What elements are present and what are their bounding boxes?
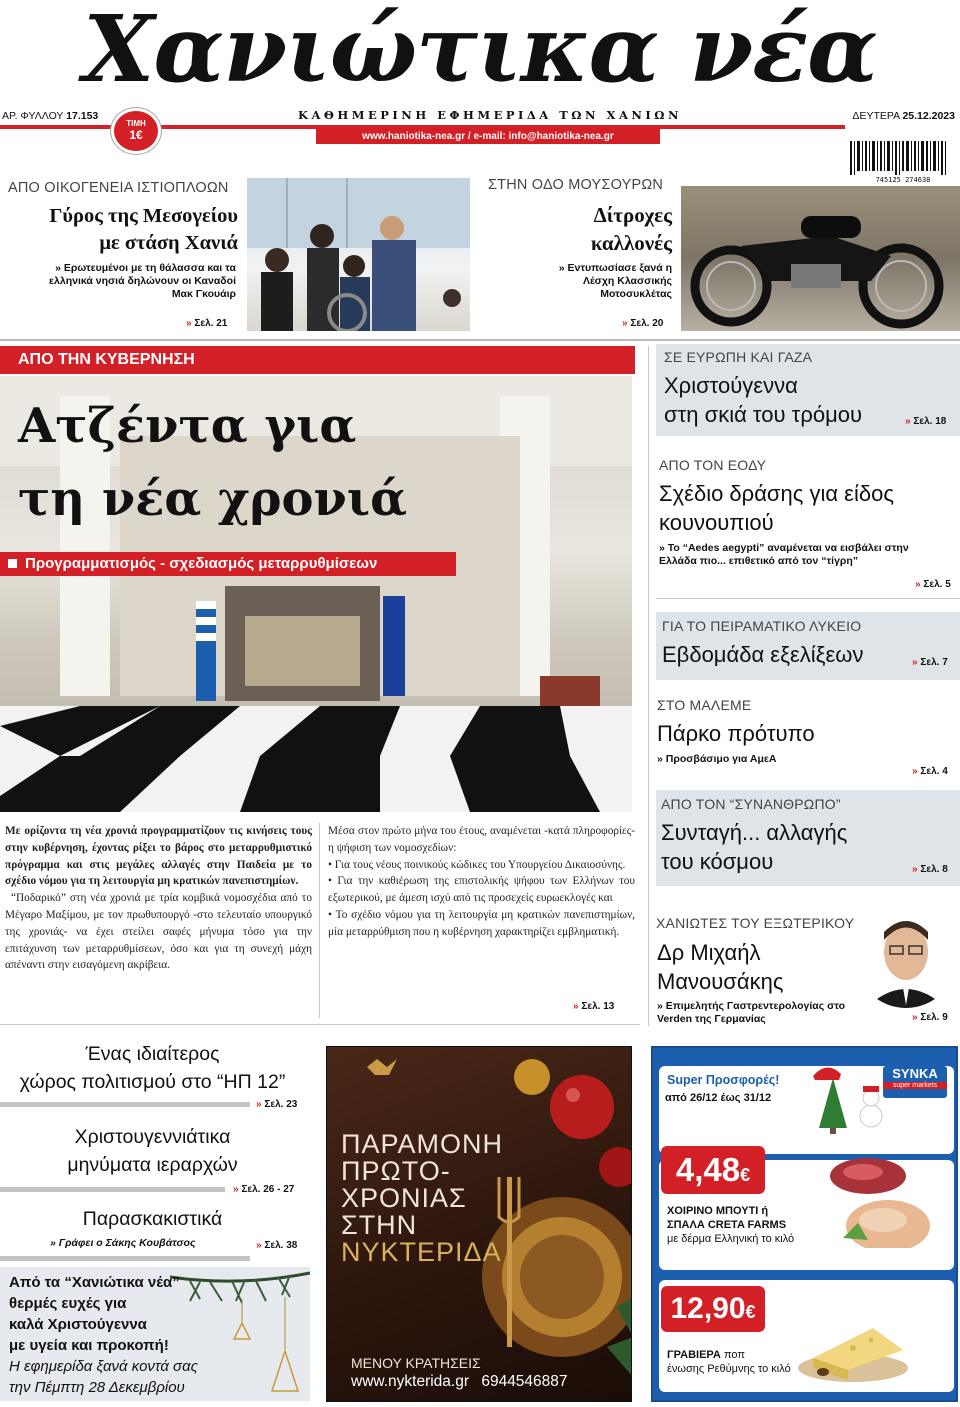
main-col-1 xyxy=(5,823,312,974)
nykterida-line-3: ΧΡΟΝΙΑΣ xyxy=(341,1183,467,1213)
main-strap xyxy=(0,552,456,576)
sidebar-item-1-page: Σελ. 5 xyxy=(923,579,951,590)
main-section-label: ΑΠΟ ΤΗΝ ΚΥΒΕΡΝΗΣΗ xyxy=(18,351,195,368)
graviera-cheese-illustration xyxy=(793,1288,913,1388)
bottom-left-item-2-page-ref[interactable]: » Σελ. 38 xyxy=(256,1240,298,1251)
bottom-left-item-0-line1: Ένας ιδιαίτερος xyxy=(85,1043,220,1065)
nykterida-phone[interactable]: 6944546887 xyxy=(481,1373,568,1390)
price-value: 1€ xyxy=(129,128,143,142)
bottom-left-item-0[interactable] xyxy=(0,1040,305,1096)
bottom-left-rule-0 xyxy=(0,1102,250,1107)
sidebar-item-0-line2: στη σκιά του τρόμου xyxy=(664,402,863,427)
nykterida-line-4: ΣΤΗΝ xyxy=(341,1210,418,1240)
top-left-page: Σελ. 21 xyxy=(194,318,228,329)
top-left-kicker: ΑΠΟ ΟΙΚΟΓΕΝΕΙΑ ΙΣΤΙΟΠΛΟΩΝ xyxy=(8,180,229,196)
contact-bar[interactable]: www.haniotika-nea.gr / e-mail: info@haniotika-nea.gr xyxy=(316,129,660,144)
portrait-photo xyxy=(856,910,956,1008)
bottom-left-item-0-page: Σελ. 23 xyxy=(264,1099,298,1110)
bottom-left-item-1-page-ref[interactable]: » Σελ. 26 - 27 xyxy=(233,1184,295,1195)
top-right-page: Σελ. 20 xyxy=(630,318,664,329)
main-headline-line2: τη νέα χρονιά xyxy=(18,471,408,527)
bottom-left-item-2-page: Σελ. 38 xyxy=(264,1240,298,1251)
sidebar-item-2-page-ref[interactable]: » Σελ. 7 xyxy=(912,657,948,668)
main-strap-text: Προγραμματισμός - σχεδιασμός μεταρρυθμίσεων xyxy=(25,555,378,572)
main-bottom-rule xyxy=(0,1024,640,1025)
sidebar-item-5-sub: » Επιμελητής Γαστρεντερολογίας στο Verden της Γερμανίας xyxy=(657,1000,846,1025)
bottom-left-item-1-page: Σελ. 26 - 27 xyxy=(241,1184,295,1195)
sidebar-item-3-page: Σελ. 4 xyxy=(920,766,948,777)
sidebar-item-0-line1: Χριστούγεννα xyxy=(664,373,798,398)
greeting-line-3: καλά Χριστούγεννα xyxy=(9,1316,147,1333)
sidebar-item-5-kicker: ΧΑΝΙΩΤΕΣ ΤΟΥ ΕΞΩΤΕΡΙΚΟΥ xyxy=(656,915,855,931)
top-right-page-ref[interactable]: » Σελ. 20 xyxy=(622,318,664,329)
main-page-ref[interactable]: » Σελ. 13 xyxy=(573,1001,615,1012)
bottom-left-item-0-page-ref[interactable]: » Σελ. 23 xyxy=(256,1099,298,1110)
synka-price-1-value: 4,48 xyxy=(675,1151,741,1188)
synka-price-2-currency: € xyxy=(745,1302,756,1322)
checkerboard-floor xyxy=(0,706,632,812)
sidebar-left-rule xyxy=(648,346,649,1026)
sidebar-item-1-sub: » Το “Aedes aegypti” αναμένεται να εισβάλει στην Ελλάδα πιο... επιθετικό από τον “τίγρη” xyxy=(659,542,909,567)
bottom-left-item-2-sub: » Γράφει ο Σάκης Κουβάτσος xyxy=(50,1237,196,1249)
bat-logo-icon xyxy=(367,1059,397,1075)
main-paragraph-4: • Για την καθιέρωση της επιστολικής ψήφου των Ελλήνων του εξωτερικού, με άμεση ισχύ από τις προσεχείς ευρωεκλογές και xyxy=(328,875,635,905)
sidebar-item-3-page-ref[interactable]: » Σελ. 4 xyxy=(912,766,948,777)
bottom-left-rule-2 xyxy=(0,1256,250,1261)
sidebar-item-4-page: Σελ. 8 xyxy=(920,864,948,875)
synka-price-1-currency: € xyxy=(740,1165,751,1185)
synka-price-2-value: 12,90 xyxy=(670,1292,746,1325)
greeting-line-4: με υγεία και προκοπή! xyxy=(9,1337,169,1354)
greeting-box xyxy=(0,1267,310,1401)
sidebar-item-1-page-ref[interactable]: » Σελ. 5 xyxy=(915,579,951,590)
pork-meat-illustration xyxy=(813,1148,943,1248)
top-right-sub: » Εντυπωσίασε ξανά η Λέσχη Κλασσικής Μοτοσυκλέτας xyxy=(558,262,672,300)
bottom-left-item-2-line1: Παρασκακιστικά xyxy=(82,1208,223,1230)
sidebar-item-5-page-ref[interactable]: » Σελ. 9 xyxy=(912,1012,948,1023)
nykterida-ad[interactable] xyxy=(326,1046,632,1402)
main-section-bar xyxy=(0,346,635,374)
bottom-left-item-1[interactable] xyxy=(0,1123,305,1179)
top-left-headline[interactable] xyxy=(0,203,238,257)
top-left-headline-line2: με στάση Χανιά xyxy=(99,232,238,254)
main-paragraph-1: “Ποδαρικό” στη νέα χρονιά με τρία κομβικά νομοσχέδια από το Μέγαρο Μαξίμου, με τον πρωθυπουργό -στο τελευταίο υπουργικό της χρονιάς- να έχει στείλει σαφές μήνυμα τόσο για την επιτάχυνση των μεταρρυθμίσεων, όσο και για τη συνεχή μάχη απέναντι στην εισαγόμενη ακρίβεια. xyxy=(5,892,312,972)
bottom-left-item-2[interactable] xyxy=(0,1205,305,1233)
sidebar-item-5-line2: Μανουσάκης xyxy=(657,969,784,994)
greeting-line-6: την Πέμπτη 28 Δεκεμβρίου xyxy=(9,1379,185,1396)
family-photo-illustration xyxy=(247,178,470,331)
nykterida-line-2: ΠΡΩΤΟ- xyxy=(341,1156,451,1186)
bottom-left-item-1-line1: Χριστουγεννιάτικα xyxy=(74,1126,231,1148)
sidebar-item-3-line1: Πάρκο πρότυπο xyxy=(657,721,815,746)
synka-item-2-line2: ένωσης Ρεθύμνης το κιλό xyxy=(667,1363,791,1375)
greeting-line-5: Η εφημερίδα ξανά κοντά σας xyxy=(9,1358,198,1375)
top-right-headline-line2: καλλονές xyxy=(590,231,672,255)
top-left-sub: » Ερωτευμένοι με τη θάλασσα και τα ελληνικά νησιά δηλώνουν οι Καναδοί Μακ Γκουάιρ xyxy=(49,262,236,300)
barcode xyxy=(848,141,958,185)
issue-label: ΑΡ. ΦΥΛΛΟΥ xyxy=(2,110,64,122)
date xyxy=(800,110,955,122)
sidebar-item-1-line1: Σχέδιο δράσης για είδος xyxy=(659,481,894,506)
synka-brand: SYNKA xyxy=(892,1066,938,1081)
top-section-divider xyxy=(0,339,960,341)
nykterida-booking: ΜΕΝΟΥ ΚΡΑΤΗΣΕΙΣ xyxy=(351,1355,481,1371)
sidebar-item-0-kicker: ΣΕ ΕΥΡΩΠΗ ΚΑΙ ΓΑΖΑ xyxy=(664,349,813,365)
motorcycle-photo xyxy=(681,186,960,331)
top-right-kicker: ΣΤΗΝ ΟΔΟ ΜΟΥΣΟΥΡΩΝ xyxy=(488,177,664,193)
main-col-2 xyxy=(328,823,635,941)
date-value: 25.12.2023 xyxy=(902,110,955,122)
nykterida-line-1: ΠΑΡΑΜΟΝΗ xyxy=(341,1129,504,1159)
sidebar-item-0-page: Σελ. 18 xyxy=(913,416,947,427)
family-photo xyxy=(247,178,470,331)
synka-dates: από 26/12 έως 31/12 xyxy=(665,1092,772,1104)
sidebar-rule-1 xyxy=(656,598,960,599)
strap-bullet-icon xyxy=(8,559,17,568)
synka-item-1-line1: ΧΟΙΡΙΝΟ ΜΠΟΥΤΙ ή xyxy=(667,1205,769,1217)
sidebar-item-5-page: Σελ. 9 xyxy=(920,1012,948,1023)
sidebar-item-3-sub: » Προσβάσιμο για ΑμεΑ xyxy=(657,753,777,765)
sidebar-item-4-page-ref[interactable]: » Σελ. 8 xyxy=(912,864,948,875)
sidebar-item-0-headline xyxy=(664,371,862,429)
synka-ad[interactable] xyxy=(651,1046,958,1402)
synka-item-2-line1: ΓΡΑΒΙΕΡΑ xyxy=(667,1349,721,1361)
main-paragraph-3: • Για τους νέους ποινικούς κώδικες του Υπουργείου Δικαιοσύνης. xyxy=(328,858,626,871)
issue-value: 17.153 xyxy=(66,110,99,122)
top-left-headline-line1: Γύρος της Μεσογείου xyxy=(49,205,238,227)
top-right-headline[interactable] xyxy=(480,201,672,257)
sidebar-item-4-line1: Συνταγή... αλλαγής xyxy=(661,820,848,845)
price-label: ΤΙΜΗ xyxy=(126,119,146,128)
day-label: ΔΕΥΤΕΡΑ xyxy=(852,110,900,122)
sidebar-item-5-headline[interactable] xyxy=(657,938,783,996)
tagline: ΚΑΘΗΜΕΡΙΝΗ ΕΦΗΜΕΡΙΔΑ ΤΩΝ ΧΑΝΙΩΝ xyxy=(297,108,683,122)
sidebar-item-1-line2: κουνουπιού xyxy=(659,510,774,535)
sidebar-item-1-headline[interactable] xyxy=(659,479,894,537)
top-right-headline-line1: Δίτροχες xyxy=(593,203,672,227)
price-badge xyxy=(111,108,161,154)
sidebar-item-3-kicker: ΣΤΟ ΜΑΛΕΜΕ xyxy=(657,697,752,713)
sidebar-item-2-headline xyxy=(662,640,863,669)
synka-price-2 xyxy=(661,1286,765,1332)
barcode-number: 745125 274638 xyxy=(875,176,931,184)
sidebar-item-4-headline xyxy=(661,818,847,876)
main-col-rule xyxy=(319,823,320,1018)
newspaper-title: Χανιώτικα νέα xyxy=(83,0,877,103)
main-headline[interactable] xyxy=(18,390,407,536)
synka-price-1 xyxy=(661,1146,765,1194)
sidebar-item-2-page: Σελ. 7 xyxy=(920,657,948,668)
sidebar-item-1-kicker: ΑΠΟ ΤΟΝ ΕΟΔΥ xyxy=(659,457,767,473)
bottom-left-rule-1 xyxy=(0,1187,225,1192)
greeting-line-1: Από τα “Χανιώτικα νέα” xyxy=(9,1274,180,1291)
main-paragraph-5: • Το σχέδιο νόμου για τη λειτουργία μη κρατικών πανεπιστημίων, μία μεταρρύθμιση που η κυβέρνηση χαρακτηρίζει εμβληματική. xyxy=(328,908,635,938)
main-lead: Με ορίζοντα τη νέα χρονιά προγραμματίζουν τις κινήσεις τους στην κυβέρνηση, έχοντας ρίξει το βάρος στο μεταρρυθμιστικό πρόγραμμα και στις μεγάλες αλλαγές στην Παιδεία με το σχέδιο νόμου για τη λειτουργία μη κρατικών πανεπιστημίων. xyxy=(5,825,312,888)
synka-item-2-pop: ποπ xyxy=(723,1349,745,1361)
bottom-left-item-1-line2: μηνύματα ιεραρχών xyxy=(67,1154,238,1176)
synka-brand-sub: super markets xyxy=(883,1082,947,1089)
sidebar-item-0-page-ref[interactable]: » Σελ. 18 xyxy=(905,416,947,427)
sidebar-item-3-headline[interactable] xyxy=(657,719,815,748)
main-page: Σελ. 13 xyxy=(581,1001,615,1012)
nykterida-web[interactable]: www.nykterida.gr xyxy=(351,1373,470,1390)
issue-number xyxy=(2,110,98,122)
sidebar-item-4-line2: του κόσμου xyxy=(661,849,774,874)
motorcycle-illustration xyxy=(681,186,960,331)
synka-item-1-line2: ΣΠΑΛΑ CRETA FARMS xyxy=(667,1219,787,1231)
barcode-icon xyxy=(848,141,958,177)
sidebar-item-2-kicker: ΓΙΑ ΤΟ ΠΕΙΡΑΜΑΤΙΚΟ ΛΥΚΕΙΟ xyxy=(662,618,862,634)
synka-title: Super Προσφορές! xyxy=(667,1073,780,1087)
sidebar-item-5-line1: Δρ Μιχαήλ xyxy=(657,940,761,965)
bottom-left-item-0-line2: χώρος πολιτισμού στο “ΗΠ 12” xyxy=(19,1071,286,1093)
christmas-tree-icon xyxy=(813,1064,893,1134)
sidebar-item-2-line1: Εβδομάδα εξελίξεων xyxy=(662,642,864,667)
synka-item-1-line3: με δέρμα Ελληνική το κιλό xyxy=(667,1233,795,1245)
sidebar-item-4-kicker: ΑΠΟ ΤΟΝ “ΣΥΝΑΝΘΡΩΠΟ” xyxy=(661,796,841,812)
nykterida-line-5: ΝΥΚΤΕΡΙΔΑ xyxy=(341,1237,502,1267)
portrait-illustration xyxy=(856,910,956,1008)
main-headline-line1: Ατζέντα για xyxy=(18,398,357,454)
greeting-line-2: θερμές ευχές για xyxy=(9,1295,127,1312)
top-left-page-ref[interactable]: » Σελ. 21 xyxy=(186,318,228,329)
main-paragraph-2: Μέσα στον πρώτο μήνα του έτους, αναμένεται -κατά πληροφορίες- η ψήφιση των νομοσχεδίων: xyxy=(328,825,635,854)
